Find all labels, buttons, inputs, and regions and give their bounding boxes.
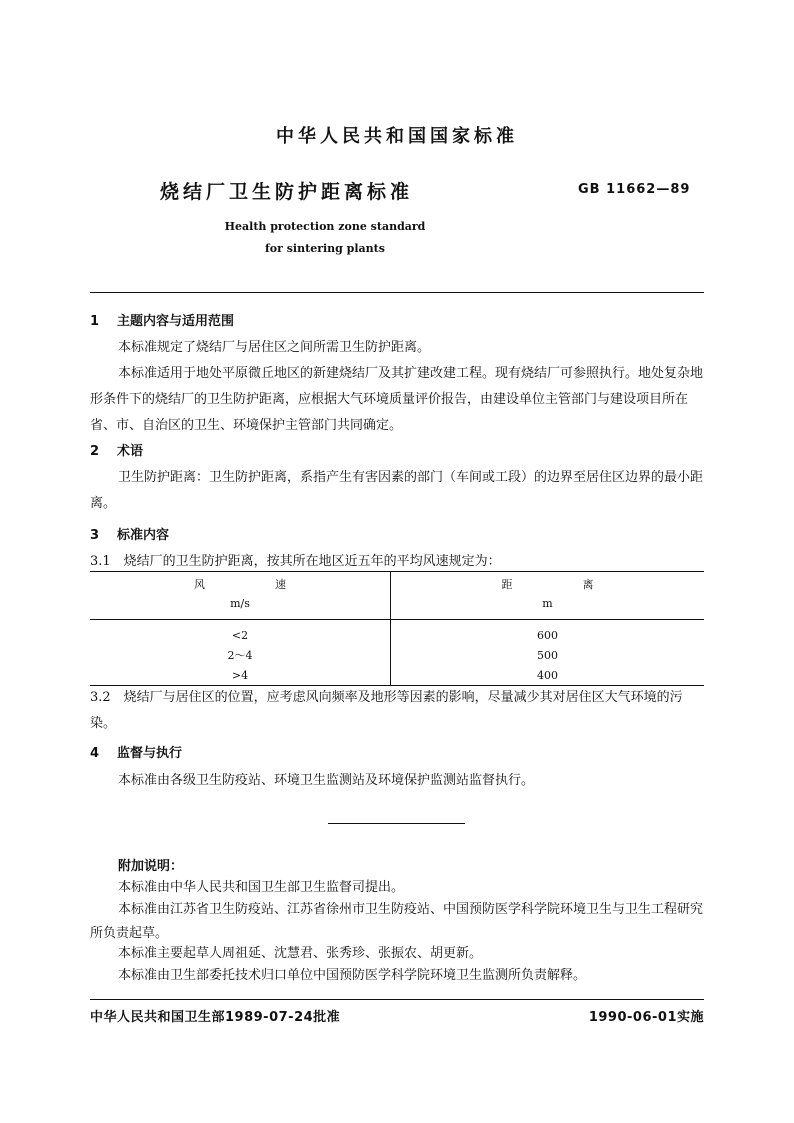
section-number: 4 <box>90 746 100 761</box>
note-2: 本标准由江苏省卫生防疫站、江苏省徐州市卫生防疫站、中国预防医学科学院环境卫生与卫生工程研究所负责起草。 <box>90 902 704 941</box>
wind-speed-unit: m/s <box>90 597 391 620</box>
section-title: 标准内容 <box>117 528 170 543</box>
distance-header: 距离 <box>501 578 664 591</box>
english-title-line-1: Health protection zone standard <box>224 220 426 233</box>
section-4-paragraph-1: 本标准由各级卫生防疫站、环境卫生监测站及环境保护监测站监督执行。 <box>118 773 535 788</box>
note-3: 本标准主要起草人周祖延、沈慧君、张秀珍、张振农、胡更新。 <box>118 946 483 961</box>
footer-divider <box>90 999 704 1000</box>
section-1-heading <box>90 310 234 329</box>
clause-3-2: 3.2 烧结厂与居住区的位置，应考虑风向频率及地形等因素的影响，尽量减少其对居住区大气环境的污染。 <box>90 690 683 731</box>
note-1: 本标准由中华人民共和国卫生部卫生监督司提出。 <box>118 880 405 895</box>
section-title: 术语 <box>117 444 144 459</box>
section-number: 2 <box>90 444 100 459</box>
distance-cell: 500 <box>537 648 558 662</box>
effective-date: 1990-06-01实施 <box>588 1010 704 1025</box>
section-number: 3 <box>90 528 100 543</box>
section-3-heading <box>90 524 169 543</box>
distance-cell: 600 <box>537 628 558 642</box>
section-number: 1 <box>90 314 100 329</box>
section-1-paragraph-1: 本标准规定了烧结厂与居住区之间所需卫生防护距离。 <box>118 340 431 355</box>
protection-distance-table <box>90 571 704 686</box>
section-2-heading <box>90 440 143 459</box>
wind-speed-cell: 2～4 <box>90 645 391 665</box>
end-of-text-rule <box>328 823 465 824</box>
section-2-paragraph-1: 卫生防护距离：卫生防护距离，系指产生有害因素的部门（车间或工段）的边界至居住区边界的最小距离。 <box>90 470 704 511</box>
approval-date: 中华人民共和国卫生部1989-07-24批准 <box>90 1010 341 1025</box>
english-title-line-2: for sintering plants <box>265 242 385 255</box>
section-title: 监督与执行 <box>117 746 183 761</box>
table-row <box>90 665 704 686</box>
section-1-paragraph-2: 本标准适用于地处平原微丘地区的新建烧结厂及其扩建改建工程。现有烧结厂可参照执行。地处复杂地形条件下的烧结厂的卫生防护距离，应根据大气环境质量评价报告，由建设单位主管部门与建设项目所在省、市、自治区的卫生、环境保护主管部门共同确定。 <box>90 366 704 433</box>
national-standard-heading: 中华人民共和国国家标准 <box>276 126 518 147</box>
note-4: 本标准由卫生部委托技术归口单位中国预防医学科学院环境卫生监测所负责解释。 <box>118 968 587 983</box>
distance-unit: m <box>542 597 553 610</box>
wind-speed-header: 风速 <box>90 571 391 597</box>
wind-speed-cell: <2 <box>90 620 391 646</box>
section-title: 主题内容与适用范围 <box>117 314 235 329</box>
document-title: 烧结厂卫生防护距离标准 <box>160 181 414 203</box>
standard-code: GB 11662—89 <box>578 182 691 197</box>
wind-speed-cell: >4 <box>90 665 391 686</box>
distance-cell: 400 <box>537 668 558 682</box>
table-row <box>90 620 704 646</box>
top-divider <box>90 292 704 293</box>
table-row <box>90 645 704 665</box>
additional-notes-heading: 附加说明： <box>118 859 184 874</box>
clause-3-1: 3.1 烧结厂的卫生防护距离，按其所在地区近五年的平均风速规定为： <box>90 554 501 569</box>
section-4-heading <box>90 742 182 761</box>
